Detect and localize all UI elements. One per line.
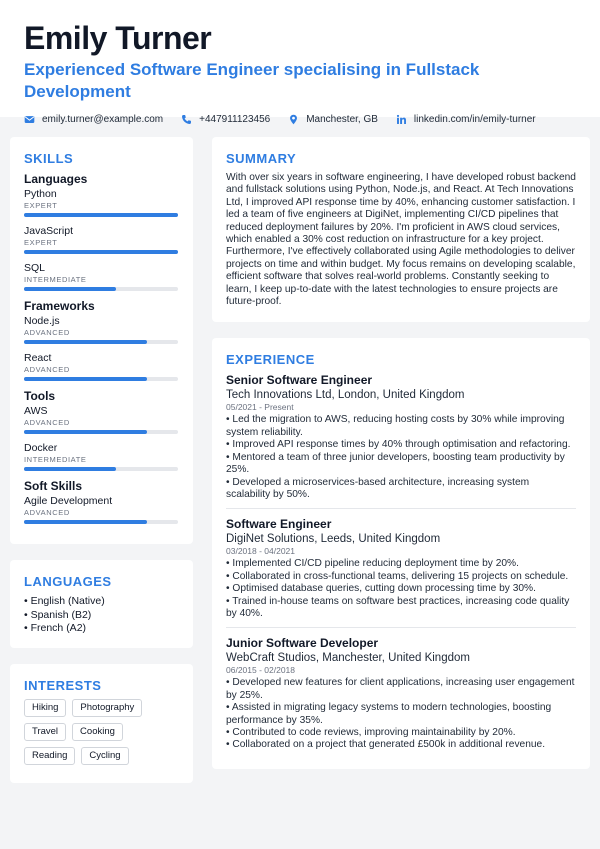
skill-level-bar-fill <box>24 430 147 434</box>
skill-item <box>24 495 179 524</box>
job-bullet: • Developed a microservices-based architecture, increasing system scalability by 50%. <box>226 476 530 500</box>
contact-location <box>288 114 378 125</box>
skill-name: Docker <box>24 442 58 454</box>
job-title: Senior Software Engineer <box>226 373 373 388</box>
skill-name: Python <box>24 188 57 200</box>
languages-card <box>10 560 193 648</box>
contact-location-text: Manchester, GB <box>306 114 378 125</box>
skill-name: React <box>24 352 52 364</box>
interest-tag: Photography <box>72 699 142 717</box>
job-entry <box>226 517 576 628</box>
skill-level: EXPERT <box>24 238 58 247</box>
email-icon <box>24 114 35 125</box>
skill-level-bar <box>24 467 178 471</box>
job-bullet: • Assisted in migrating legacy systems to modern technologies, boosting performance by 35%. <box>226 702 552 726</box>
skill-level-bar-fill <box>24 250 178 254</box>
skill-level-bar <box>24 430 178 434</box>
languages-title: LANGUAGES <box>24 574 112 589</box>
skill-item <box>24 352 179 381</box>
skill-level: ADVANCED <box>24 365 70 374</box>
skills-groups <box>24 172 179 524</box>
job-company: DigiNet Solutions, Leeds, United Kingdom <box>226 533 441 546</box>
contact-linkedin[interactable] <box>396 114 536 125</box>
phone-icon <box>181 114 192 125</box>
skill-level-bar-fill <box>24 377 147 381</box>
job-bullet: • Improved API response times by 40% through optimisation and refactoring. <box>226 439 571 451</box>
job-bullet: • Mentored a team of three junior developers, boosting team productivity by 25%. <box>226 451 565 476</box>
summary-title: SUMMARY <box>226 151 297 166</box>
skill-name: JavaScript <box>24 225 74 237</box>
skill-level-bar <box>24 377 178 381</box>
skill-level-bar-fill <box>24 213 178 217</box>
skill-item <box>24 262 179 291</box>
skill-item <box>24 315 179 344</box>
interest-tag: Travel <box>24 723 66 741</box>
candidate-tagline: Experienced Software Engineer specialising in Fullstack Development <box>24 60 480 101</box>
summary-card <box>212 137 590 322</box>
language-item: • Spanish (B2) <box>24 608 92 621</box>
skill-item <box>24 442 179 471</box>
skill-group-title: Frameworks <box>24 299 95 313</box>
skill-name: AWS <box>24 405 48 417</box>
skill-level-bar-fill <box>24 520 147 524</box>
language-item: • French (A2) <box>24 622 87 634</box>
contact-phone[interactable] <box>181 114 270 125</box>
skill-level-bar <box>24 250 178 254</box>
candidate-name: Emily Turner <box>24 20 212 56</box>
right-column <box>212 137 590 785</box>
skill-item <box>24 225 179 254</box>
left-column <box>10 137 193 799</box>
interest-tags <box>24 699 179 771</box>
experience-title: EXPERIENCE <box>226 352 315 368</box>
skill-group-title: Soft Skills <box>24 479 83 493</box>
contact-email[interactable] <box>24 114 163 125</box>
skill-level-bar-fill <box>24 287 116 291</box>
skill-group-title: Tools <box>24 389 56 403</box>
interest-tag: Hiking <box>24 699 66 717</box>
skill-level: ADVANCED <box>24 418 70 427</box>
skill-group-title: Languages <box>24 172 88 186</box>
job-bullet: • Trained in-house teams on software best practices, increasing code quality by 40%. <box>226 595 570 619</box>
skill-item <box>24 405 179 434</box>
job-entry <box>226 636 576 758</box>
contact-bar <box>24 114 576 125</box>
job-company: WebCraft Studios, Manchester, United Kingdom <box>226 652 470 665</box>
job-company: Tech Innovations Ltd, London, United Kingdom <box>226 389 465 402</box>
skills-card <box>10 137 193 544</box>
skill-level-bar-fill <box>24 467 116 471</box>
job-title: Software Engineer <box>226 517 332 532</box>
experience-list <box>226 373 576 758</box>
contact-email-text: emily.turner@example.com <box>42 114 164 125</box>
skill-level-bar <box>24 520 178 524</box>
location-icon <box>288 114 299 125</box>
experience-card <box>212 338 590 768</box>
job-bullet: • Developed new features for client applications, increasing user engagement by 25%. <box>226 677 575 701</box>
job-bullet: • Implemented CI/CD pipeline reducing deployment time by 20%. <box>226 558 519 570</box>
skill-level: EXPERT <box>24 201 58 210</box>
job-bullet: • Led the migration to AWS, reducing hosting costs by 30% while improving system reliability. <box>226 414 565 438</box>
skill-level: ADVANCED <box>24 508 70 517</box>
skill-name: Node.js <box>24 315 60 327</box>
skill-level-bar <box>24 340 178 344</box>
job-date: 06/2015 - 02/2018 <box>226 665 296 676</box>
skill-level: ADVANCED <box>24 328 70 337</box>
job-bullet: • Collaborated in cross-functional teams, delivering 15 projects on schedule. <box>226 570 569 582</box>
interest-tag: Cycling <box>81 747 128 765</box>
job-bullet: • Contributed to code reviews, improving maintainability by 20%. <box>226 726 516 738</box>
skill-level-bar-fill <box>24 340 147 344</box>
skill-item <box>24 188 179 217</box>
job-bullet: • Collaborated on a project that generated £500k in additional revenue. <box>226 739 546 751</box>
skills-title: SKILLS <box>24 151 74 166</box>
skill-level: INTERMEDIATE <box>24 455 87 464</box>
interest-tag: Cooking <box>72 723 123 741</box>
language-item: • English (Native) <box>24 595 105 607</box>
resume-header <box>0 0 600 125</box>
contact-phone-text: +447911123456 <box>199 114 271 125</box>
interest-tag: Reading <box>24 747 75 765</box>
job-bullet: • Optimised database queries, cutting down processing time by 30%. <box>226 583 536 595</box>
skill-name: Agile Development <box>24 495 113 507</box>
skill-level-bar <box>24 287 178 291</box>
linkedin-icon <box>396 114 407 125</box>
job-entry <box>226 373 576 509</box>
job-date: 03/2018 - 04/2021 <box>226 546 296 557</box>
job-title: Junior Software Developer <box>226 636 379 651</box>
skill-level-bar <box>24 213 178 217</box>
summary-text: With over six years in software engineering, I have developed robust backend and fullstack solutions using Python, Node.js, and React. At Tech Innovations Ltd, I improved API response time by 40%, enhancing customer satisfaction. I led a team of five engineers at DigiNet, implementing CI/CD pipelines that reduced deployment failures by 20%. I'm proficient in AWS cloud services, which enabled a 30% cost reduction on infrastructure for a key project. Furthermore, I've effectively collaborated using Agile methodologies to deliver projects on time and within budget. My focus remains on developing scalable, efficient software that solves real-world problems. Constantly seeking to learn, I keep up-to-date with the latest technologies to ensure projects are future-proof. <box>226 172 576 308</box>
contact-linkedin-text: linkedin.com/in/emily-turner <box>413 114 536 125</box>
skill-name: SQL <box>24 262 46 274</box>
job-date: 05/2021 - Present <box>226 402 294 413</box>
interests-card <box>10 664 193 783</box>
interests-title: INTERESTS <box>24 677 102 693</box>
skill-level: INTERMEDIATE <box>24 275 87 284</box>
